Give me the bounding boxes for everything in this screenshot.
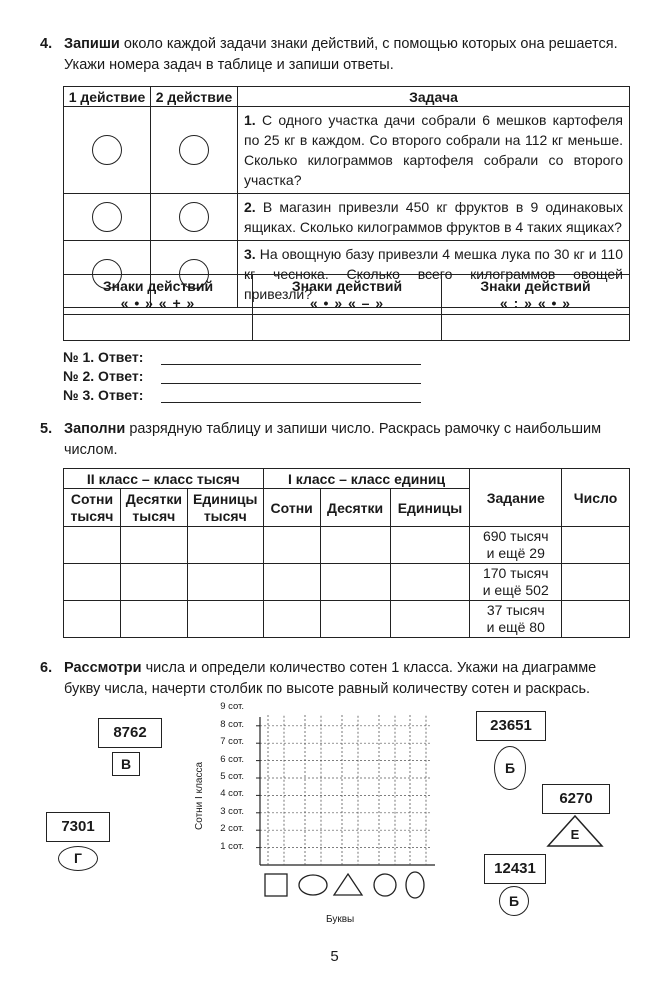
task5-lead: Заполни [64,421,126,437]
y-tick-label: 4 сот. [220,788,244,800]
problem-number: 2. [244,199,256,215]
digit-cell[interactable] [64,527,121,564]
number-header: Число [562,469,630,527]
y-tick-label: 2 сот. [220,823,244,835]
place-value-table [63,468,630,638]
number-card: 7301 [46,812,110,842]
signs-header [442,275,630,315]
signs-title: Знаки действий [102,277,214,294]
y-tick-label: 1 сот. [220,840,244,852]
task4-text-1: около каждой задачи знаки действий, с помощью которых она решается. [119,36,618,52]
signs-header [64,275,253,315]
y-tick-label: 6 сот. [220,753,244,765]
task5-number: 5. [40,421,53,437]
answer-line[interactable] [161,389,421,403]
task6-lead: Рассмотри [64,660,142,676]
digit-cell[interactable] [120,601,187,638]
problem-text-cell [238,194,630,241]
digit-cell[interactable] [320,601,390,638]
problem-text: С одного участка дачи собрали 6 мешков картофеля по 25 кг в каждом. Со второго собрали на 112 кг меньше. Сколько килограммов картофеля собрали со второго участка? [244,112,623,188]
table-row [64,564,630,601]
action-cell[interactable] [64,194,151,241]
triangle-letter: Е [570,827,580,842]
digit-cell[interactable] [64,601,121,638]
action-circle[interactable] [92,202,122,232]
problem-row [64,194,630,241]
header-problem: Задача [238,87,630,107]
letter-square: В [112,752,140,776]
task-cell [470,601,562,638]
category-square-icon [265,874,287,896]
digit-cell[interactable] [263,601,320,638]
digit-cell[interactable] [120,527,187,564]
digit-cell[interactable] [120,564,187,601]
task5-text-2: числом. [64,442,118,458]
category-ellipse-icon [406,872,424,898]
y-tick-label: 9 сот. [220,701,244,713]
col-thousands: Единицы тысяч [187,489,263,527]
signs-symbols: « • » « – » [309,294,385,311]
signs-header [253,275,442,315]
digit-cell[interactable] [187,564,263,601]
task5-text-1: разрядную таблицу и запиши число. Раскрась рамочку с наибольшим [125,421,602,437]
digit-cell[interactable] [187,527,263,564]
number-card: 8762 [98,718,162,748]
action-cell[interactable] [64,107,151,194]
signs-table [63,274,630,341]
action-circle[interactable] [92,135,122,165]
problem-row [64,107,630,194]
signs-answer-cell[interactable] [253,315,442,341]
signs-answer-cell[interactable] [442,315,630,341]
number-card: 12431 [484,854,546,884]
signs-title: Знаки действий [480,277,591,294]
page-number: 5 [330,948,339,965]
task4-lead: Запиши [64,36,120,52]
y-tick-label: 8 сот. [220,718,244,730]
task-cell [470,564,562,601]
task-line: 690 тысяч [482,528,549,544]
digit-cell[interactable] [64,564,121,601]
category-oval-icon [299,875,327,895]
column-guide-oval [305,715,321,865]
digit-cell[interactable] [320,564,390,601]
task-line: 170 тысяч [482,565,549,581]
action-circle[interactable] [179,202,209,232]
answer-row [63,384,421,403]
action-circle[interactable] [179,135,209,165]
number-cell[interactable] [562,564,630,601]
answer-label: № 3. Ответ: [63,387,144,403]
task6-number: 6. [40,660,53,676]
header-action-1: 1 действие [64,87,151,107]
category-circle-icon [374,874,396,896]
letter-triangle [546,814,604,848]
col-units: Единицы [390,489,470,527]
problem-text-cell [238,107,630,194]
letter-ellipse: Б [494,746,526,790]
problem-text: В магазин привезли 450 кг фруктов в 9 одинаковых ящиках. Сколько килограммов фруктов в 4 таких ящиках? [244,199,623,235]
header-action-2: 2 действие [151,87,238,107]
x-axis-label: Буквы [326,914,355,925]
signs-title: Знаки действий [291,277,403,294]
class-units-header: I класс – класс единиц [263,469,470,489]
problem-text: На овощную базу привезли 4 мешка лука по 30 кг и 110 кг чеснока. Сколько всего килограммов овощей привезли? [244,246,623,302]
number-cell[interactable] [562,527,630,564]
signs-answer-cell[interactable] [64,315,253,341]
y-axis-label: Сотни I класса [194,761,205,830]
digit-cell[interactable] [263,527,320,564]
answer-label: № 1. Ответ: [63,349,144,365]
answer-row [63,365,421,384]
task6-text-2: букву числа, начерти столбик по высоте равный количеству сотен и раскрась. [64,681,591,697]
digit-cell[interactable] [320,527,390,564]
table-row [64,601,630,638]
digit-cell[interactable] [390,601,470,638]
task-line: и ещё 80 [486,619,545,635]
column-guide-ellipse [410,715,426,865]
signs-symbols: « : » « • » [499,294,572,311]
task-line: и ещё 502 [482,582,549,598]
digit-cell[interactable] [263,564,320,601]
table-row [64,527,630,564]
task-header: Задание [470,469,562,527]
col-hundred-thousands: Сотни тысяч [64,489,121,527]
task-line: и ещё 29 [486,545,545,561]
col-tens: Десятки [320,489,390,527]
task5-heading [40,419,640,461]
letter-circle: Б [499,886,529,916]
task-line: 37 тысяч [486,602,545,618]
problem-number: 1. [244,112,256,128]
answer-line[interactable] [161,370,421,384]
digit-cell[interactable] [390,527,470,564]
action-cell[interactable] [151,107,238,194]
y-tick-label: 3 сот. [220,805,244,817]
signs-symbols: « • » « + » [120,294,196,311]
problem-number: 3. [244,246,256,262]
number-card: 6270 [542,784,610,814]
answer-label: № 2. Ответ: [63,368,144,384]
task6-heading [40,658,640,700]
task4-number: 4. [40,36,53,52]
action-cell[interactable] [151,194,238,241]
bar-chart[interactable] [250,715,440,915]
answer-line[interactable] [161,351,421,365]
y-tick-label: 5 сот. [220,771,244,782]
task6-text-1: числа и определи количество сотен 1 класса. Укажи на диаграмме [141,660,597,676]
column-guide-triangle [342,715,358,865]
category-triangle-icon [334,874,362,895]
answers-block [63,346,421,403]
number-cell[interactable] [562,601,630,638]
task-cell [470,527,562,564]
digit-cell[interactable] [187,601,263,638]
column-guide-circle [379,715,395,865]
column-guide-square [268,715,284,865]
answer-row [63,346,421,365]
col-hundreds: Сотни [263,489,320,527]
y-tick-label: 7 сот. [220,736,244,748]
letter-oval: Г [58,846,98,871]
col-ten-thousands: Десятки тысяч [120,489,187,527]
class-thousands-header: II класс – класс тысяч [64,469,264,489]
task4-text-2: Укажи номера задач в таблице и запиши ответы. [64,57,394,73]
digit-cell[interactable] [390,564,470,601]
number-card: 23651 [476,711,546,741]
task4-heading [40,34,640,76]
